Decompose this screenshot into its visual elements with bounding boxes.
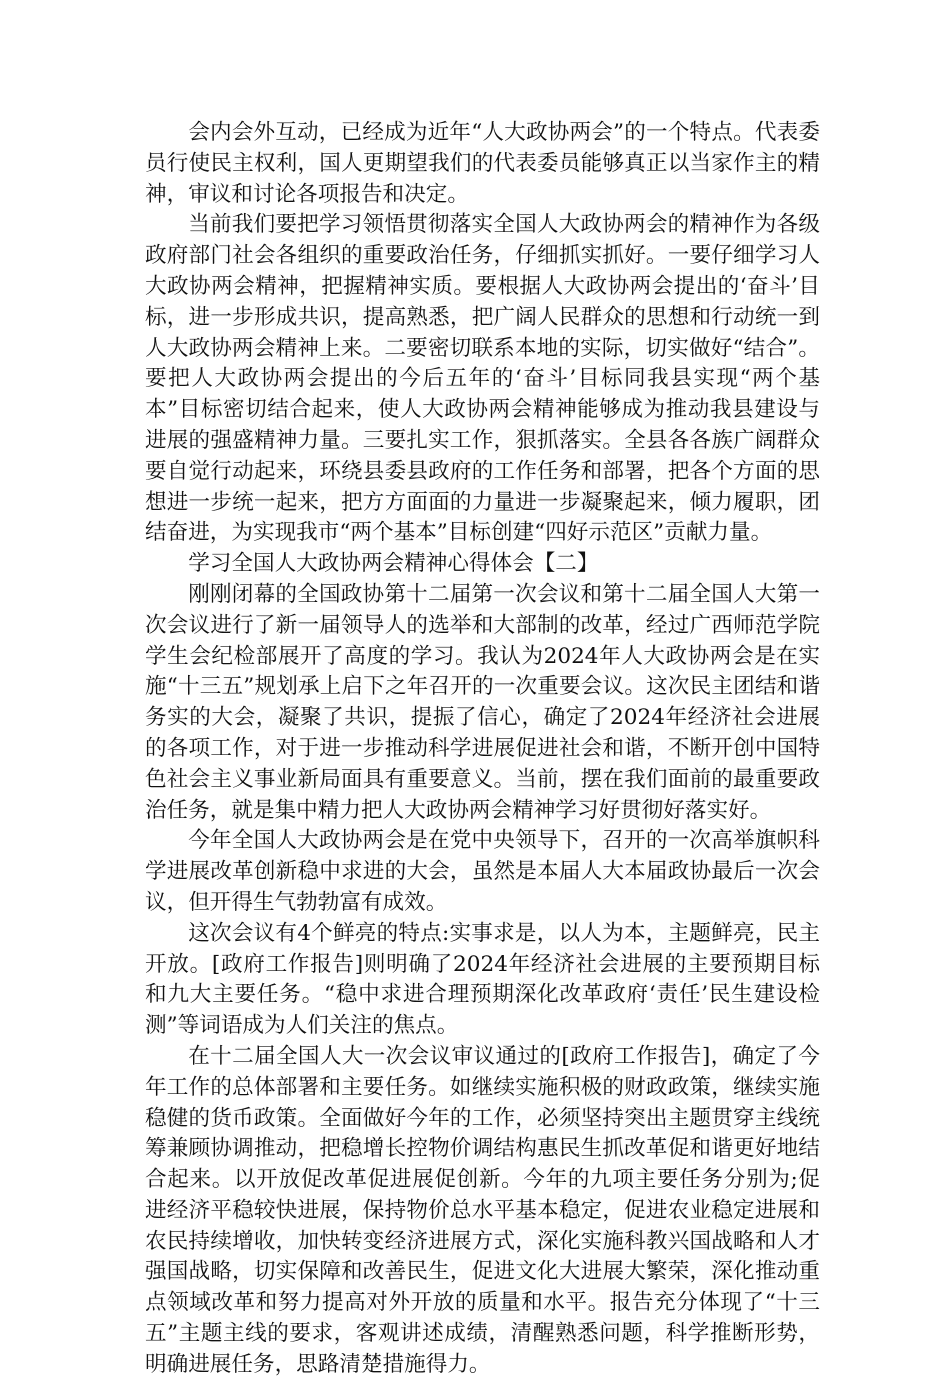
- paragraph-5: 这次会议有4个鲜亮的特点:实事求是，以人为本，主题鲜亮，民主开放。[政府工作报告]则明确了2024年经济社会进展的主要预期目标和九大主要任务。“稳中求进合理预期深化改革政府‘责任’民生建设检测”等词语成为人们关注的焦点。: [145, 920, 820, 1039]
- section-heading: 学习全国人大政协两会精神心得体会【二】: [188, 551, 599, 577]
- paragraph-2: 当前我们要把学习领悟贯彻落实全国人大政协两会的精神作为各级政府部门社会各组织的重要政治任务，仔细抓实抓好。一要仔细学习人大政协两会精神，把握精神实质。要根据人大政协两会提出的‘奋斗’目标，进一步形成共识，提高熟悉，把广阔人民群众的思想和行动统一到人大政协两会精神上来。二要密切联系本地的实际，切实做好“结合”。要把人大政协两会提出的今后五年的‘奋斗’目标同我县实现“两个基本”目标密切结合起来，使人大政协两会精神能够成为推动我县建设与进展的强盛精神力量。三要扎实工作，狠抓落实。全县各各族广阔群众要自觉行动起来，环绕县委县政府的工作任务和部署，把各个方面的思想进一步统一起来，把方方面面的力量进一步凝聚起来，倾力履职，团结奋进，为实现我市“两个基本”目标创建“四好示范区”贡献力量。: [145, 212, 820, 546]
- paragraph-4: 今年全国人大政协两会是在党中央领导下，召开的一次高举旗帜科学进展改革创新稳中求进的大会，虽然是本届人大本届政协最后一次会议，但开得生气勃勃富有成效。: [145, 828, 820, 915]
- document-page: [145, 118, 820, 1381]
- paragraph-3: 刚刚闭幕的全国政协第十二届第一次会议和第十二届全国人大第一次会议进行了新一届领导人的选举和大部制的改革，经过广西师范学院学生会纪检部展开了高度的学习。我认为2024年人大政协两会是在实施“十三五”规划承上启下之年召开的一次重要会议。这次民主团结和谐务实的大会，凝聚了共识，提振了信心，确定了2024年经济社会进展的各项工作，对于进一步推动科学进展促进社会和谐，不断开创中国特色社会主义事业新局面具有重要意义。当前，摆在我们面前的最重要政治任务，就是集中精力把人大政协两会精神学习好贯彻好落实好。: [145, 581, 820, 823]
- paragraph-1: 会内会外互动，已经成为近年“人大政协两会”的一个特点。代表委员行使民主权利，国人更期望我们的代表委员能够真正以当家作主的精神，审议和讨论各项报告和决定。: [145, 120, 820, 207]
- paragraph-6: 在十二届全国人大一次会议审议通过的[政府工作报告]，确定了今年工作的总体部署和主要任务。如继续实施积极的财政政策，继续实施稳健的货币政策。全面做好今年的工作，必须坚持突出主题贯穿主线统筹兼顾协调推动，把稳增长控物价调结构惠民生抓改革促和谐更好地结合起来。以开放促改革促进展促创新。今年的九项主要任务分别为;促进经济平稳较快进展，保持物价总水平基本稳定，促进农业稳定进展和农民持续增收，加快转变经济进展方式，深化实施科教兴国战略和人才强国战略，切实保障和改善民生，促进文化大进展大繁荣，深化推动重点领域改革和努力提高对外开放的质量和水平。报告充分体现了“十三五”主题主线的要求，客观讲述成绩，清醒熟悉问题，科学推断形势，明确进展任务，思路清楚措施得力。: [145, 1043, 820, 1377]
